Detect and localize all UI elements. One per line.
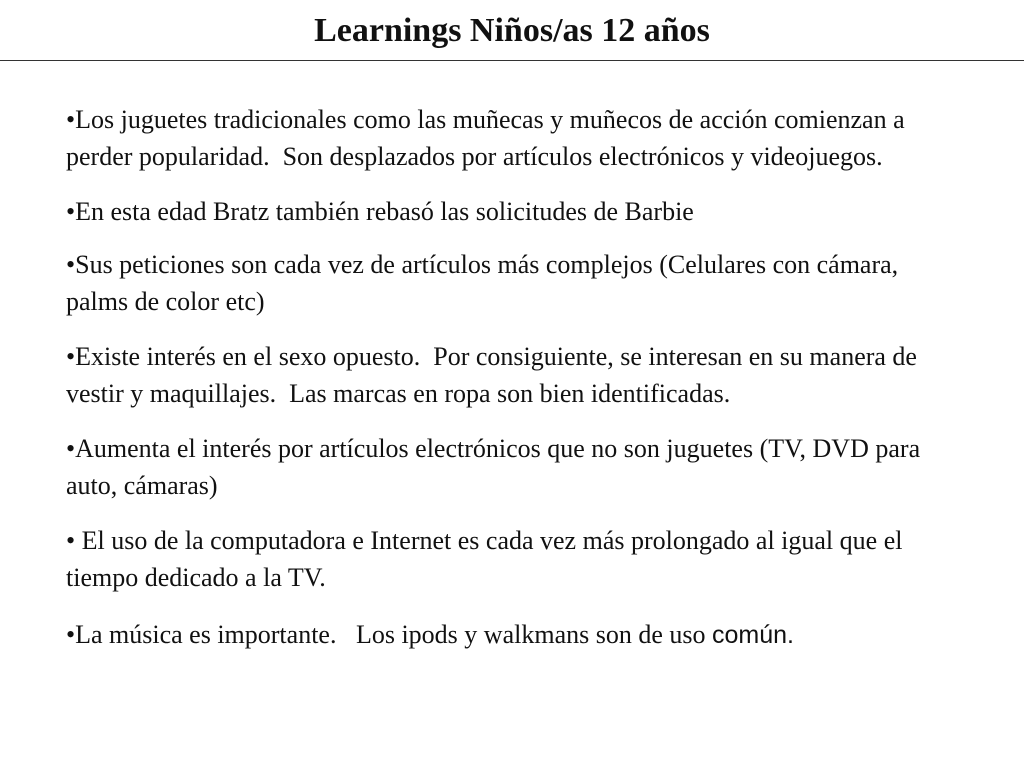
bullet-accent-word: común.: [712, 621, 794, 649]
slide-title: Learnings Niños/as 12 años: [314, 12, 710, 49]
title-divider: [0, 60, 1024, 61]
bullet-item: •Existe interés en el sexo opuesto. Por consiguiente, se interesan en su manera de vestir y maquillajes. Las marcas en ropa son bien identificadas.: [66, 342, 924, 408]
bullet-item: •Aumenta el interés por artículos electrónicos que no son juguetes (TV, DVD para auto, cámaras): [66, 434, 927, 500]
bullet-text: •La música es importante. Los ipods y walkmans son de uso: [66, 620, 713, 649]
bullet-item-last: [66, 616, 966, 654]
bullet-item: •Sus peticiones son cada vez de artículos más complejos (Celulares con cámara, palms de color etc): [66, 250, 905, 316]
bullet-item: •En esta edad Bratz también rebasó las solicitudes de Barbie: [66, 197, 694, 226]
bullet-item: • El uso de la computadora e Internet es cada vez más prolongado al igual que el tiempo dedicado a la TV.: [66, 526, 909, 592]
bullet-list: [66, 101, 966, 672]
bullet-item: •Los juguetes tradicionales como las muñecas y muñecos de acción comienzan a perder popularidad. Son desplazados por artículos electrónicos y videojuegos.: [66, 105, 912, 171]
